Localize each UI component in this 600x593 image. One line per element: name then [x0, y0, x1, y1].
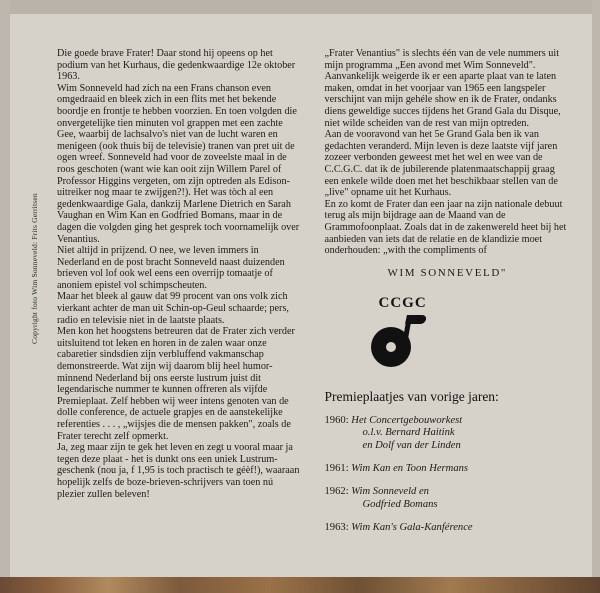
- list-item: [325, 522, 571, 534]
- year-label: 1961:: [324, 462, 349, 474]
- paragraph: Die goede brave Frater! Daar stond hij opeens op het podium van het Kurhaus, die gedenkwaardige 12e oktober 1963.: [57, 48, 296, 83]
- record-and-note-logo-icon: [371, 315, 433, 367]
- right-text-column: [325, 48, 571, 553]
- release-title: Het Concertgebouworkest: [351, 414, 463, 426]
- photo-credit: Copyright foto Wim Sonneveld: Frits Gerritsen: [30, 193, 39, 344]
- year-label: 1963:: [324, 522, 349, 534]
- release-title: Wim Sonneveld en: [351, 486, 429, 498]
- paragraph: Men kon het hoogstens betreuren dat de Frater zich verder uitsluitend tot leken en horen in de zalen waar onze cabaretier sindsdien zijn verbluffend vakmanschap demonstreerde. Wat zijn wij daarom blij heel humor-minnend Nederland bij ons eerste lustrum juist dit legendarische nummer te kunnen offreren als vijfde Premieplaat. Zelf hebben wij weer intens genoten van de dolle conference, de actuele grapjes en de aanstekelijke referenties . . . , „wijsjes die de mensen pakken", zoals de Frater terecht zelf opmerkt.: [57, 326, 295, 442]
- release-subtitle: Godfried Bomans: [362, 498, 438, 510]
- left-edge-strip: [0, 0, 10, 593]
- list-item: [325, 486, 571, 511]
- bottom-edge-strip: [0, 577, 600, 593]
- paragraph: Aan de vooravond van het 5e Grand Gala ben ik van gedachten veranderd. Mijn leven is deze laatste vijf jaren zozeer verbonden geweest met het wel en wee van de C.C.G.C. dat ik de jubilerende platenmaatschappij graag een enkele wilde doen met het beschikbaar stellen van de „live" opname uit het Kurhaus.: [324, 129, 558, 199]
- previous-premiums-list: [325, 415, 571, 535]
- paragraph: Maar het bleek al gauw dat 99 procent van ons volk zich vierkant achter de man uit Schin-op-Geul schaarde; pers, radio en televisie niet in de laatste plaats.: [57, 291, 289, 326]
- paragraph: Ja, zeg maar zijn te gek het leven en zegt u vooral maar ja tegen deze plaat - het is dunkt ons een uniek Lustrum-geschenk (nou ja, f 1,95 is toch practisch te géèf!), waaraan hopelijk zelfs de boze-brieven-schrijvers van toen nú plezier zullen beleven!: [57, 442, 300, 500]
- paragraph: „Frater Venantius" is slechts één van de vele nummers uit mijn programma „Een avond met Wim Sonneveld". Aanvankelijk weigerde ik er een aparte plaat van te laten maken, omdat in het voorjaar van 1965 een langspeler verschijnt van mijn gehéle show en ik de Frater, ondanks diens geweldige succes tijdens het Grand Gala du Disque, niet wilde scheiden van de rest van mijn optreden.: [324, 48, 561, 129]
- note-flag-shape: [405, 315, 427, 324]
- left-text-column: [57, 48, 303, 553]
- paragraph: Niet altijd in prijzend. O nee, we leven immers in Nederland en de post bracht Sonneveld naast duizenden brieven vol lof ook wel eens een overrijp tomaatje of anoniem epistel vol schimpscheuten.: [57, 245, 285, 291]
- signature: WIM SONNEVELD": [387, 266, 507, 279]
- top-edge-strip: [0, 0, 600, 14]
- release-title: Wim Kan en Toon Hermans: [351, 462, 469, 474]
- year-label: 1962:: [324, 486, 349, 498]
- paragraph: En zo komt de Frater dan een jaar na zijn nationale debuut terug als mijn bijdrage aan de Maand van de Grammofoonplaat. Zoals dat in de zakenwereld heet bij het aanbieden van iets dat de relatie en de klandizie moet onderhouden: „with the compliments of: [324, 198, 567, 257]
- release-subtitle: o.l.v. Bernard Haitink: [362, 427, 455, 439]
- ccgc-logo: [371, 295, 491, 367]
- previous-premiums-heading: Premieplaatjes van vorige jaren:: [324, 388, 499, 404]
- ccgc-logo-letters: CCGC: [378, 294, 427, 311]
- list-item: [325, 463, 571, 475]
- release-subtitle-2: en Dolf van der Linden: [362, 439, 461, 451]
- liner-notes-sheet: [10, 14, 592, 577]
- paragraph: Wim Sonneveld had zich na een Frans chanson even omgedraaid en bleek zich in een flits met het bekende boordje en frontje te hebben voorzien. En toen volgden die onvergetelijke tien minuten vol grappen met een zachte Gee, waarbij de lachsalvo's niet van de lucht waren en menigeen (ook thuis bij de televisie) tranen van pret uit de ogen wreef. Sonneveld had voor de zoveelste maal in de roos geschoten (want wie kan ooit zijn Willem Parel of Professor Higgins vergeten, om zijn optreden als Edison-uitreiker nog maar te zwijgen?!). Het was tòch al een gedenkwaardige Gala, dankzij Marlene Dietrich en Sarah Vaughan en Wim Kan en Godfried Bomans, maar in de dagen die volgden ging het gesprek toch voornamelijk over Venantius.: [57, 82, 300, 245]
- release-title: Wim Kan's Gala-Kanférence: [351, 522, 473, 534]
- year-label: 1960:: [324, 414, 349, 426]
- right-edge-strip: [592, 0, 600, 593]
- text-columns: [57, 48, 570, 553]
- list-item: [325, 415, 571, 452]
